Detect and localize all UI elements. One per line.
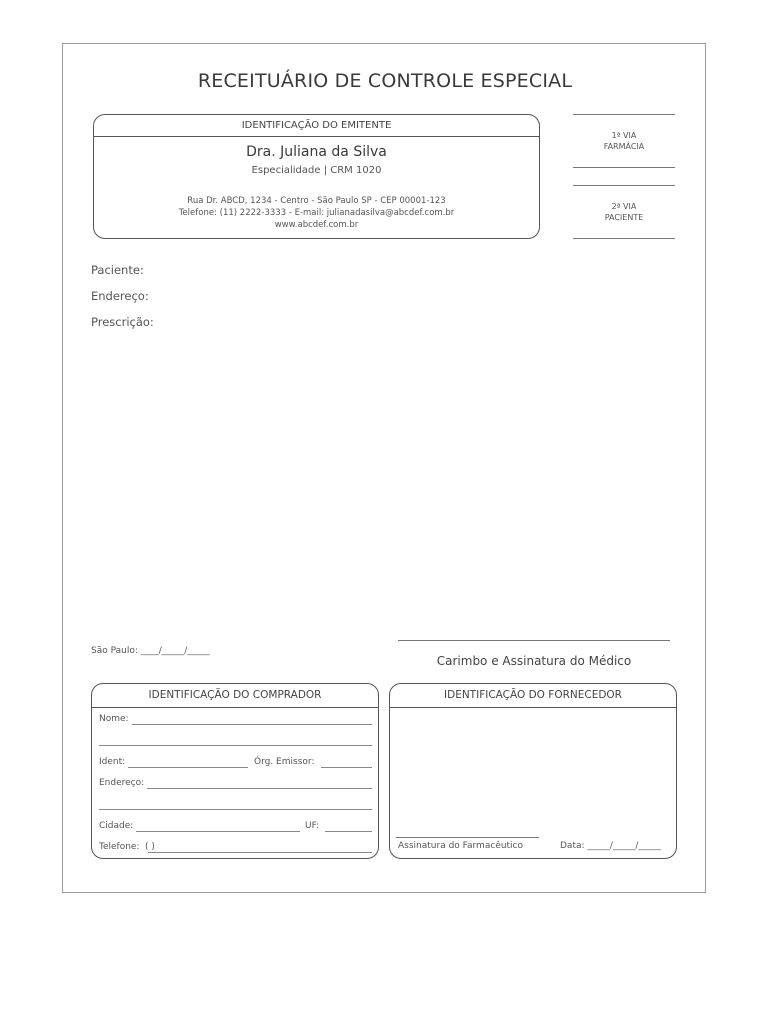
buyer-address-label: Endereço: [99,778,145,788]
doctor-signature-label: Carimbo e Assinatura do Médico [436,654,632,668]
first-copy-title: 1ª VIA [611,131,637,140]
second-copy-recipient: PACIENTE [604,213,644,222]
buyer-name-label: Nome: [99,714,129,724]
doctor-name: Dra. Juliana da Silva [246,144,387,160]
buyer-ident-label: Ident: [99,757,126,767]
emitter-box [93,114,540,239]
second-copy-title: 2ª VIA [611,202,637,211]
supplier-date-line: Data: _____/_____/_____ [560,841,661,851]
patient-label: Paciente: [91,263,144,277]
doctor-specialty: Especialidade | CRM 1020 [251,165,382,176]
pharmacist-signature-line[interactable] [396,837,539,838]
via-divider [573,185,675,186]
first-copy-recipient: FARMÁCIA [603,142,645,151]
buyer-issuer-line[interactable] [321,767,372,768]
buyer-address-line[interactable] [147,788,372,789]
doctor-website: www.abcdef.com.br [274,220,359,230]
city-date-line: São Paulo: ____/_____/_____ [91,646,210,656]
buyer-header: IDENTIFICAÇÃO DO COMPRADOR [92,684,378,708]
buyer-address-line-2[interactable] [99,809,372,810]
emitter-header: IDENTIFICAÇÃO DO EMITENTE [94,115,539,137]
doctor-contact-block [94,195,539,231]
supplier-header: IDENTIFICAÇÃO DO FORNECEDOR [390,684,676,708]
supplier-box [389,683,677,859]
address-label: Endereço: [91,289,149,303]
first-copy-label [573,130,675,152]
buyer-phone-area-code[interactable]: ( ) [145,842,155,852]
second-copy-label [573,201,675,223]
via-divider [573,238,675,239]
prescription-sheet [62,43,706,893]
buyer-name-line-2[interactable] [99,745,372,746]
buyer-issuer-label: Órg. Emissor: [254,757,315,767]
doctor-address: Rua Dr. ABCD, 1234 - Centro - São Paulo SP - CEP 00001-123 [187,196,446,206]
doctor-contact: Telefone: (11) 2222-3333 - E-mail: julianadasilva@abcdef.com.br [178,208,455,218]
doctor-signature-line [398,640,670,641]
via-divider [573,167,675,168]
page-title: RECEITUÁRIO DE CONTROLE ESPECIAL [197,70,573,92]
buyer-state-label: UF: [305,821,320,831]
buyer-state-line[interactable] [325,831,372,832]
buyer-ident-line[interactable] [128,767,248,768]
buyer-city-line[interactable] [136,831,300,832]
prescription-label: Prescrição: [91,315,154,329]
via-divider [573,114,675,115]
buyer-phone-line[interactable] [148,852,372,853]
buyer-name-line[interactable] [132,724,372,725]
buyer-city-label: Cidade: [99,821,134,831]
buyer-phone-label: Telefone: [99,842,140,852]
buyer-box [91,683,379,859]
pharmacist-signature-label: Assinatura do Farmacêutico [398,841,524,851]
